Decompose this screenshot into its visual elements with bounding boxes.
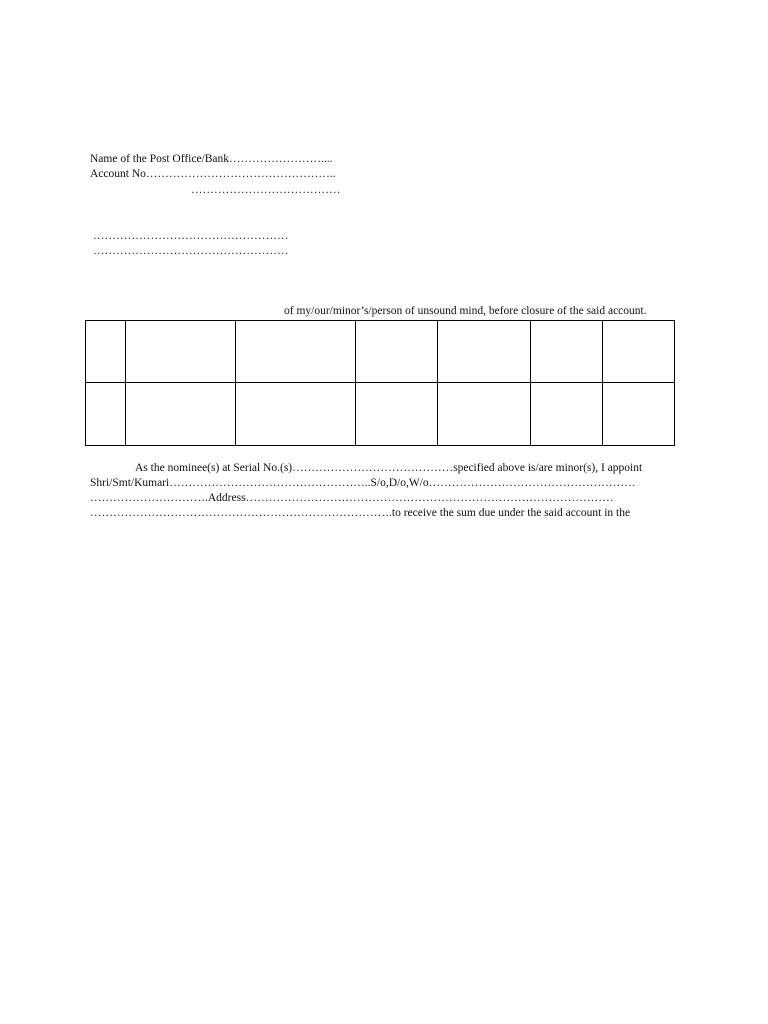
intro-text: of my/our/minor’s/person of unsound mind, before closure of the said account. (284, 305, 647, 317)
appointment-line-1: As the nominee(s) at Serial No.(s)……………………………………specified above is/are minor(s), I appoint (135, 462, 643, 474)
table-cell (236, 321, 356, 383)
nomination-table (85, 320, 675, 446)
appointment-line-4: …………………………………………………………………….to receive the sum due under the said account in the (90, 507, 631, 519)
table-cell (531, 383, 603, 446)
table-cell (438, 383, 531, 446)
table-row (86, 321, 675, 383)
table-cell (603, 383, 675, 446)
table-cell (438, 321, 531, 383)
table-cell (236, 383, 356, 446)
table-cell (86, 383, 126, 446)
table-cell (126, 383, 236, 446)
table-cell (531, 321, 603, 383)
table-cell (603, 321, 675, 383)
post-office-line: Name of the Post Office/Bank…………………….... (90, 153, 333, 165)
table-cell (126, 321, 236, 383)
account-continuation-line: ………………………………… (191, 184, 341, 196)
table-row (86, 383, 675, 446)
table-cell (356, 321, 438, 383)
appointment-line-3: ………………………….Address…………………………………………………………………………………… (90, 492, 614, 504)
address-line-1: …………………………………………… (93, 230, 289, 242)
table-cell (356, 383, 438, 446)
appointment-line-2: Shri/Smt/Kumari……………………………………………..S/o,D/o,W/o……………………………………………… (90, 477, 636, 489)
address-line-2: …………………………………………… (93, 245, 289, 257)
table-cell (86, 321, 126, 383)
account-no-line: Account No………………………………………….. (90, 168, 336, 180)
